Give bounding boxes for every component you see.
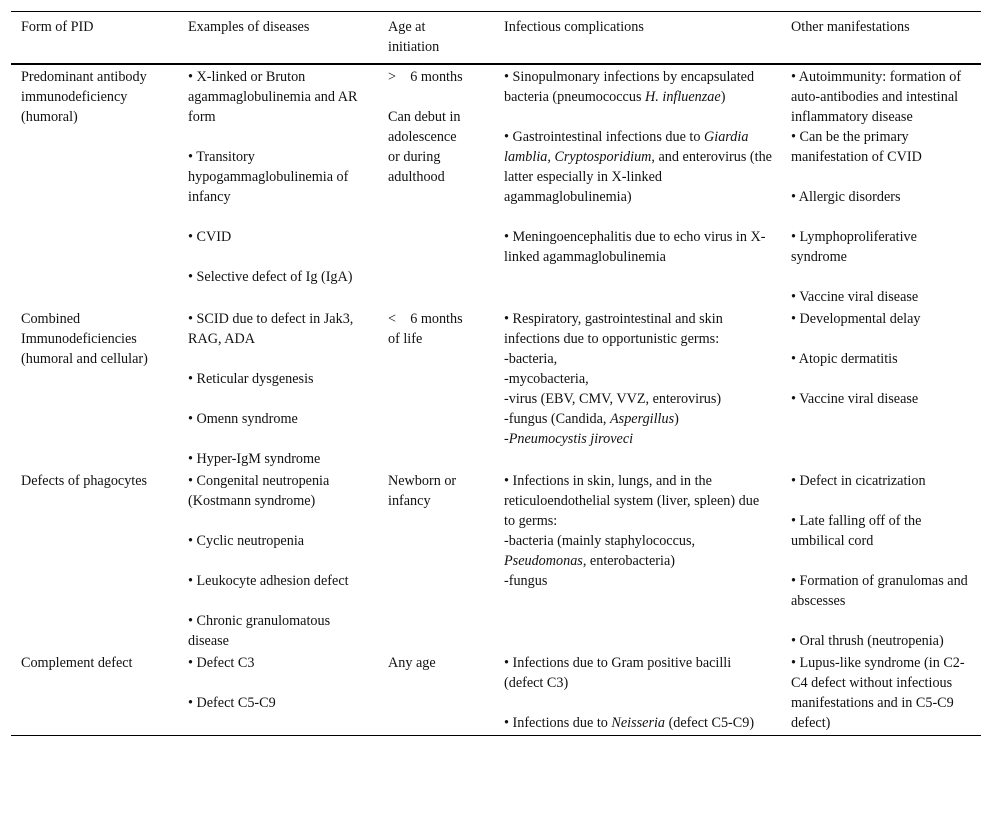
infectious-line: • Respiratory, gastrointestinal and skin infections due to opportunistic germs: <box>504 311 723 347</box>
infectious-cell <box>494 471 781 653</box>
infectious-line: • Infections in skin, lungs, and in the reticuloendothelial system (liver, spleen) due to germs: <box>504 473 760 529</box>
example-item: • Congenital neutropenia (Kostmann syndrome) <box>188 473 330 509</box>
other-item: • Can be the primary manifestation of CVID <box>791 129 922 165</box>
infectious-item: • Infections due to Gram positive bacilli (defect C3) <box>504 655 732 691</box>
form-cell: Combined Immunodeficiencies (humoral and cellular) <box>21 311 148 367</box>
infectious-line: -fungus <box>504 573 548 589</box>
age-part: > 6 months <box>388 69 463 85</box>
infectious-item: • Meningoencephalitis due to echo virus in X-linked agammaglobulinemia <box>504 229 766 265</box>
age-cell: Newborn or infancy <box>388 473 457 509</box>
example-item: • Reticular dysgenesis <box>188 371 314 387</box>
form-cell: Defects of phagocytes <box>21 473 148 489</box>
table-row <box>11 309 981 471</box>
age-cell: < 6 months of life <box>388 311 467 347</box>
examples-cell <box>178 309 378 471</box>
infectious-line: Pseudomonas, enterobacteria) <box>504 553 675 569</box>
header-form: Form of PID <box>21 19 94 35</box>
examples-cell <box>178 653 378 736</box>
infectious-cell <box>494 309 781 471</box>
other-cell <box>781 471 981 653</box>
other-item: • Autoimmunity: formation of auto-antibodies and intestinal inflammatory disease <box>791 69 962 125</box>
form-cell: Predominant antibody immunodeficiency (humoral) <box>21 69 147 125</box>
header-age: Age at initiation <box>388 19 440 55</box>
example-item: • CVID <box>188 229 232 245</box>
pid-table <box>11 11 981 736</box>
infectious-item: • Gastrointestinal infections due to Giardia lamblia, Cryptosporidium, and enterovirus (the latter especially in X-linked agammaglobulinemia) <box>504 129 772 205</box>
table-row <box>11 64 981 309</box>
examples-cell <box>178 471 378 653</box>
header-row <box>11 12 981 65</box>
other-item: • Defect in cicatrization <box>791 473 926 489</box>
table-row <box>11 653 981 736</box>
header-infectious: Infectious complications <box>504 19 644 35</box>
other-cell <box>781 64 981 309</box>
other-item: • Vaccine viral disease <box>791 391 919 407</box>
other-item: • Late falling off of the umbilical cord <box>791 513 922 549</box>
form-cell: Complement defect <box>21 655 133 671</box>
example-item: • Hyper-IgM syndrome <box>188 451 321 467</box>
other-item: • Lupus-like syndrome (in C2-C4 defect without infectious manifestations and in C5-C9 defect) <box>791 655 965 731</box>
example-item: • Transitory hypogammaglobulinemia of infancy <box>188 149 349 205</box>
other-item: • Oral thrush (neutropenia) <box>791 633 944 649</box>
example-item: • Omenn syndrome <box>188 411 298 427</box>
other-item: • Atopic dermatitis <box>791 351 898 367</box>
example-item: • Leukocyte adhesion defect <box>188 573 349 589</box>
infectious-item: • Infections due to Neisseria (defect C5-C9) <box>504 715 755 731</box>
table-body <box>11 64 981 736</box>
infectious-line: -bacteria, <box>504 351 558 367</box>
example-item: • Selective defect of Ig (IgA) <box>188 269 353 285</box>
example-item: • X-linked or Bruton agammaglobulinemia and AR form <box>188 69 358 125</box>
table-row <box>11 471 981 653</box>
age-part: Can debut in adolescence or during adulthood <box>388 109 461 185</box>
header-other: Other manifestations <box>791 19 910 35</box>
other-item: • Developmental delay <box>791 311 921 327</box>
other-item: • Allergic disorders <box>791 189 901 205</box>
example-item: • Cyclic neutropenia <box>188 533 305 549</box>
infectious-line: -bacteria (mainly staphylococcus, <box>504 533 696 549</box>
infectious-cell <box>494 64 781 309</box>
infectious-item: • Sinopulmonary infections by encapsulated bacteria (pneumococcus H. influenzae) <box>504 69 755 105</box>
other-cell <box>781 309 981 471</box>
other-item: • Vaccine viral disease <box>791 289 919 305</box>
age-cell: Any age <box>388 655 436 671</box>
examples-cell <box>178 64 378 309</box>
infectious-cell <box>494 653 781 736</box>
other-item: • Lymphoproliferative syndrome <box>791 229 917 265</box>
age-cell <box>378 64 494 309</box>
infectious-line: -virus (EBV, CMV, VVZ, enterovirus) <box>504 391 722 407</box>
example-item: • Defect C5-C9 <box>188 695 276 711</box>
example-item: • Defect C3 <box>188 655 255 671</box>
infectious-line: -mycobacteria, <box>504 371 589 387</box>
other-item: • Formation of granulomas and abscesses <box>791 573 968 609</box>
infectious-line: -Pneumocystis jiroveci <box>504 431 634 447</box>
other-cell <box>781 653 981 736</box>
pid-table-container <box>11 11 981 736</box>
example-item: • Chronic granulomatous disease <box>188 613 331 649</box>
table-header <box>11 12 981 65</box>
header-examples: Examples of diseases <box>188 19 310 35</box>
infectious-line: -fungus (Candida, Aspergillus) <box>504 411 679 427</box>
example-item: • SCID due to defect in Jak3, RAG, ADA <box>188 311 354 347</box>
